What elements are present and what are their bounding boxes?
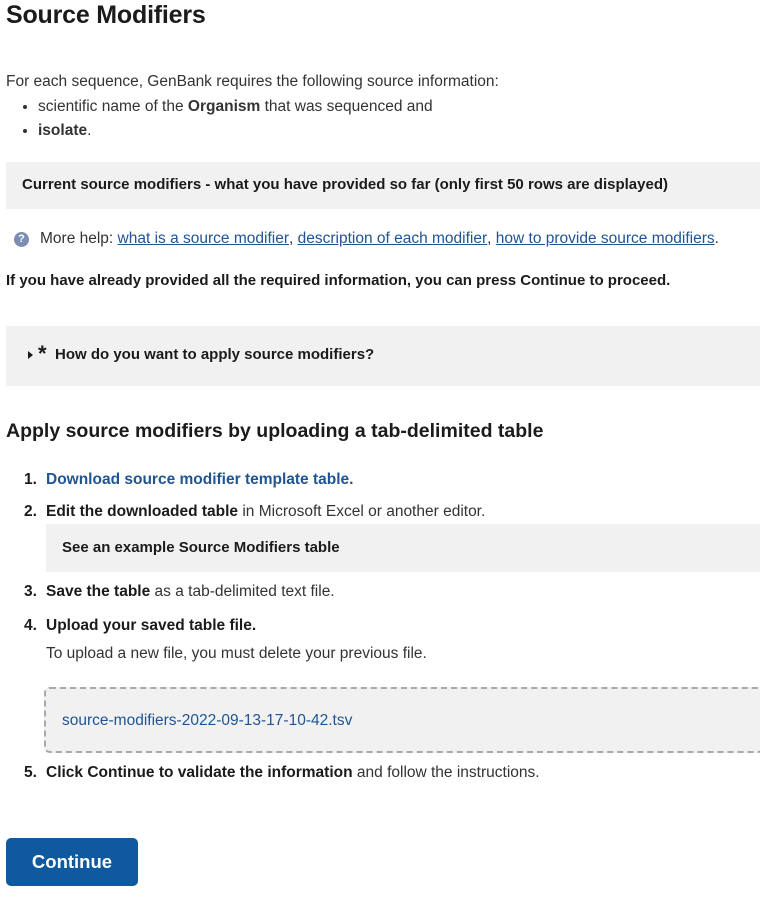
step-5-rest: and follow the instructions. (352, 764, 540, 781)
caret-right-icon (28, 351, 33, 359)
step-number: 5. (24, 764, 37, 781)
req-suffix: that was sequenced and (260, 98, 433, 115)
download-template-link[interactable]: Download source modifier template table. (46, 471, 354, 488)
step-5 (46, 764, 540, 782)
req-organism: Organism (187, 98, 261, 115)
step-3-bold: Save the table (46, 583, 151, 600)
list-item (38, 96, 433, 120)
step-2-bold: Edit the downloaded table (46, 503, 239, 520)
step-4-bold: Upload your saved table file. (46, 617, 257, 634)
requirements-list (20, 96, 433, 144)
apply-modifiers-toggle[interactable] (6, 326, 760, 386)
step-4-note: To upload a new file, you must delete your previous file. (46, 645, 427, 662)
step-number: 3. (24, 583, 37, 600)
proceed-note: If you have already provided all the required information, you can press Continue to proceed. (6, 272, 671, 289)
step-4 (46, 617, 256, 635)
required-mark: * (38, 341, 47, 366)
help-line (14, 230, 719, 248)
help-link-description[interactable]: description of each modifier (297, 230, 488, 247)
help-suffix: . (714, 230, 719, 247)
uploaded-file-link[interactable]: source-modifiers-2022-09-13-17-10-42.tsv (62, 712, 353, 729)
current-modifiers-panel[interactable] (6, 162, 760, 209)
help-link-what-is[interactable]: what is a source modifier (117, 230, 289, 247)
step-3-rest: as a tab-delimited text file. (150, 583, 335, 600)
continue-button[interactable]: Continue (6, 838, 138, 886)
current-modifiers-label: Current source modifiers - what you have provided so far (only first 50 rows are displayed) (22, 176, 668, 193)
example-table-panel[interactable] (46, 524, 760, 572)
req-isolate-suffix: . (87, 122, 92, 139)
step-number: 1. (24, 471, 37, 488)
example-table-label: See an example Source Modifiers table (62, 539, 340, 556)
page-title: Source Modifiers (6, 1, 206, 29)
step-5-bold: Click Continue to validate the information (46, 764, 353, 781)
question-icon: ? (14, 232, 29, 247)
help-sep: , (288, 230, 294, 247)
step-number: 4. (24, 617, 37, 634)
help-prefix: More help: (40, 230, 114, 247)
help-sep: , (487, 230, 492, 247)
req-prefix: scientific name of the (38, 98, 188, 115)
step-2 (46, 503, 485, 521)
help-link-how-to[interactable]: how to provide source modifiers (495, 230, 715, 247)
step-3 (46, 583, 335, 601)
step-number: 2. (24, 503, 37, 520)
section-title: Apply source modifiers by uploading a tab-delimited table (6, 420, 544, 442)
req-isolate: isolate (38, 122, 88, 139)
step-1 (46, 471, 353, 489)
list-item (38, 120, 433, 144)
upload-dropzone[interactable] (44, 687, 760, 753)
apply-modifiers-label: How do you want to apply source modifiers? (55, 346, 375, 363)
step-2-rest: in Microsoft Excel or another editor. (238, 503, 486, 520)
intro-text: For each sequence, GenBank requires the following source information: (6, 73, 499, 90)
